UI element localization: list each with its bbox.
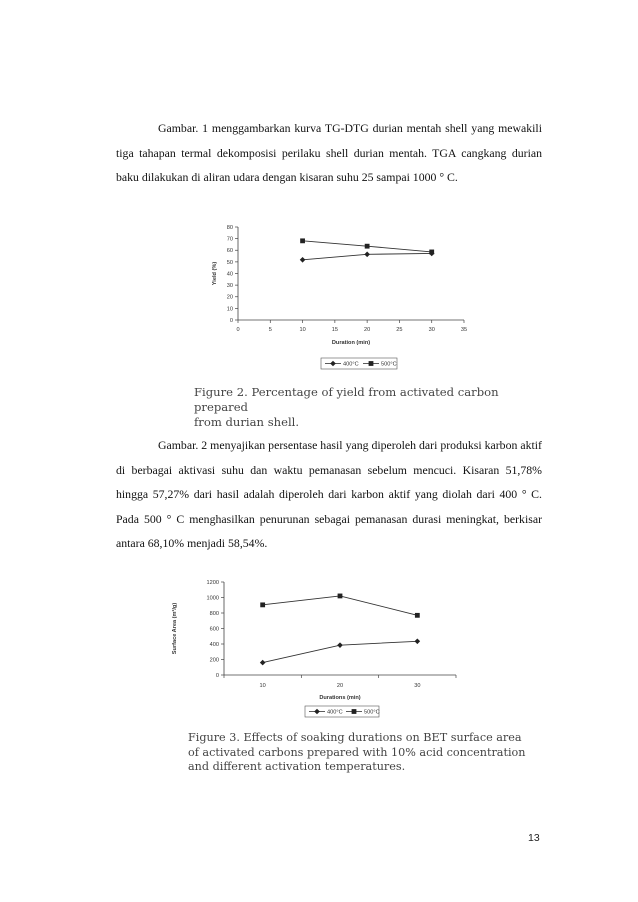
data-point-1	[300, 238, 305, 243]
x-tick-label: 10	[299, 327, 306, 333]
legend-label-1: 500°C	[381, 361, 397, 368]
figure-3-caption-line-1: Figure 3. Effects of soaking durations on BET surface area	[188, 731, 522, 744]
x-axis-label: Duration (min)	[331, 340, 371, 346]
data-point-0	[337, 642, 343, 648]
y-tick-label: 600	[209, 626, 219, 633]
y-tick-label: 1000	[206, 595, 219, 602]
data-point-0	[300, 257, 306, 263]
series-line-1	[263, 596, 418, 615]
data-point-1	[365, 244, 370, 249]
y-tick-label: 800	[209, 610, 219, 617]
y-tick-label: 20	[226, 294, 233, 301]
legend-label-1: 500°C	[364, 709, 380, 716]
data-point-1	[338, 594, 343, 599]
data-point-1	[429, 250, 434, 255]
y-tick-label: 0	[215, 672, 219, 679]
x-tick-label: 30	[414, 683, 421, 689]
y-tick-label: 50	[226, 259, 233, 266]
x-tick-label: 20	[336, 683, 344, 689]
x-tick-label: 35	[460, 327, 468, 333]
legend-marker-1	[352, 709, 357, 714]
paragraph-2	[116, 433, 542, 556]
page-number: 13	[528, 832, 540, 844]
x-tick-label: 20	[364, 327, 371, 333]
y-tick-label: 0	[229, 317, 233, 324]
y-tick-label: 40	[226, 271, 233, 278]
legend-label-0: 400°C	[343, 361, 359, 368]
y-tick-label: 10	[226, 306, 233, 313]
y-axis-label: Surface Area (m²/g)	[172, 602, 178, 655]
y-tick-label: 1200	[206, 579, 219, 586]
x-tick-label: 15	[331, 327, 338, 333]
data-point-0	[415, 638, 421, 644]
paragraph-1-text: Gambar. 1 menggambarkan kurva TG-DTG durian mentah shell yang mewakili tiga tahapan termal dekomposisi perilaku shell durian mentah. TGA cangkang durian baku dilakukan di aliran udara dengan kisaran suhu 25 sampai 1000 ° C.	[116, 121, 542, 184]
data-point-0	[260, 660, 266, 666]
surface-area-chart	[162, 574, 462, 726]
x-tick-label: 0	[236, 327, 240, 333]
data-point-1	[260, 602, 265, 607]
y-axis-label: Yield (%)	[212, 261, 218, 286]
y-tick-label: 60	[226, 248, 233, 255]
figure-3-caption	[188, 731, 528, 775]
y-tick-label: 80	[226, 224, 233, 231]
y-tick-label: 400	[209, 641, 219, 648]
y-tick-label: 30	[226, 283, 233, 290]
figure-2-caption	[194, 385, 524, 430]
data-point-1	[415, 613, 420, 618]
y-tick-label: 200	[209, 657, 219, 664]
legend-marker-1	[369, 361, 374, 366]
x-tick-label: 10	[259, 683, 266, 689]
yield-chart	[200, 218, 480, 378]
x-tick-label: 5	[268, 327, 272, 333]
x-axis-label: Durations (min)	[319, 695, 361, 701]
x-tick-label: 25	[396, 327, 403, 333]
x-tick-label: 30	[428, 327, 435, 333]
figure-2-caption-line-1: Figure 2. Percentage of yield from activated carbon prepared	[194, 385, 499, 414]
figure-2-caption-line-2: from durian shell.	[194, 415, 300, 429]
figure-3-caption-line-3: and different activation temperatures.	[188, 760, 406, 773]
paragraph-1	[116, 116, 542, 190]
y-tick-label: 70	[226, 236, 233, 243]
paragraph-2-text: Gambar. 2 menyajikan persentase hasil yang diperoleh dari produksi karbon aktif di berbagai aktivasi suhu dan waktu pemanasan sebelum mencuci. Kisaran 51,78% hingga 57,27% dari hasil adalah diperoleh dari karbon aktif yang diolah dari 400 ° C. Pada 500 ° C menghasilkan penurunan sebagai pemanasan durasi meningkat, berkisar antara 68,10% menjadi 58,54%.	[116, 438, 542, 550]
data-point-0	[364, 252, 370, 258]
figure-3-caption-line-2: of activated carbons prepared with 10% acid concentration	[188, 745, 526, 759]
legend-label-0: 400°C	[327, 709, 343, 716]
